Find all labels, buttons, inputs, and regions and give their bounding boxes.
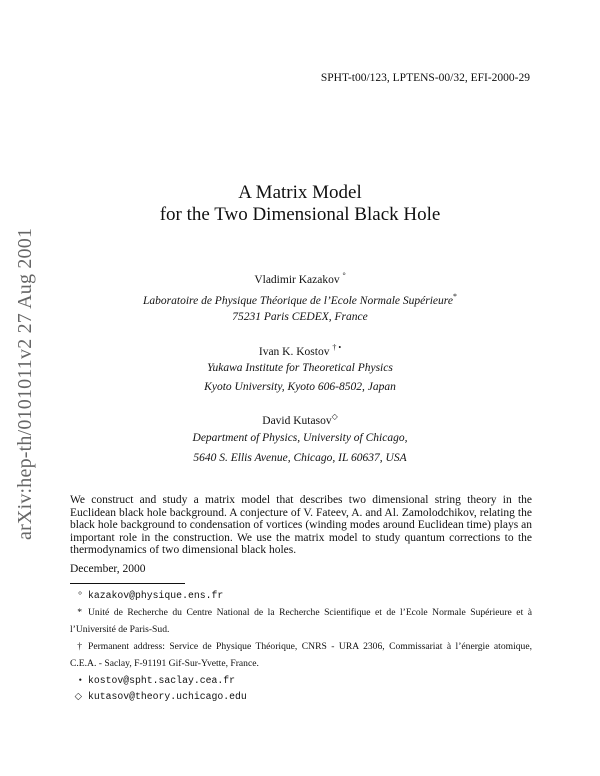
report-number: SPHT-t00/123, LPTENS-00/32, EFI-2000-29 xyxy=(320,72,530,84)
email-link[interactable]: kutasov@theory.uchicago.edu xyxy=(88,691,247,702)
affiliation-text: Laboratoire de Physique Théorique de l’Ecole Normale Supérieure xyxy=(143,294,453,307)
author-mark: ° xyxy=(342,271,346,280)
affiliation-kazakov-1 xyxy=(0,292,600,307)
affiliation-mark: * xyxy=(452,292,457,301)
email-link[interactable]: kazakov@physique.ens.fr xyxy=(88,590,224,601)
footnote-symbol: ◇ xyxy=(74,691,82,702)
author-mark: ◇ xyxy=(331,412,338,421)
title-line-1: A Matrix Model xyxy=(238,182,362,203)
footnote-kostov-email xyxy=(70,672,532,689)
abstract: We construct and study a matrix model that describes two dimensional string theory in the Euclidean black hole background. A conjecture of V. Fateev, A. and Al. Zamolodchikov, relating the black hole background to condensation of vortices (winding modes around Euclidean time) plays an important role in the construction. We use the matrix model to study quantum corrections to the thermodynamics of two dimensional black holes. xyxy=(70,494,532,557)
email-link[interactable]: kostov@spht.saclay.cea.fr xyxy=(88,675,235,686)
author-name: David Kutasov xyxy=(262,414,332,427)
footnote-text: Permanent address: Service de Physique Théorique, CNRS - URA 2306, Commissariat à l’énergie atomique, C.E.A. - Saclay, F-91191 Gif-Sur-Yvette, France. xyxy=(70,641,532,669)
arxiv-stamp-text: arXiv:hep-th/0101011v2 27 Aug 2001 xyxy=(14,227,36,540)
footnote-rule xyxy=(70,583,185,584)
date: December, 2000 xyxy=(70,563,146,575)
author-kutasov xyxy=(0,412,600,427)
footnote-permanent-address xyxy=(70,638,532,672)
footnote-cnrs xyxy=(70,604,532,638)
footnote-symbol: ° xyxy=(78,590,82,601)
author-name: Ivan K. Kostov xyxy=(258,345,330,358)
paper-title xyxy=(0,182,600,226)
footnote-symbol: • xyxy=(78,675,82,686)
author-kazakov xyxy=(0,271,600,286)
affiliation-kazakov-2: 75231 Paris CEDEX, France xyxy=(232,311,368,323)
footnote-kutasov-email xyxy=(70,688,532,705)
author-kostov xyxy=(0,343,600,358)
footnote-symbol: * xyxy=(77,607,82,618)
title-line-2: for the Two Dimensional Black Hole xyxy=(159,204,441,225)
footnote-symbol: † xyxy=(77,641,82,652)
affiliation-kostov-2: Kyoto University, Kyoto 606-8502, Japan xyxy=(204,381,396,393)
footnote-text: Unité de Recherche du Centre National de la Recherche Scientifique et de l’Ecole Normale Supérieure et à l’Université de Paris-Sud. xyxy=(70,607,532,635)
affiliation-kutasov-2: 5640 S. Ellis Avenue, Chicago, IL 60637, USA xyxy=(193,452,407,464)
author-name: Vladimir Kazakov xyxy=(254,273,340,286)
author-mark: † • xyxy=(332,343,342,352)
affiliation-kutasov-1: Department of Physics, University of Chicago, xyxy=(192,432,408,444)
affiliation-kostov-1: Yukawa Institute for Theoretical Physics xyxy=(207,362,393,374)
footnote-kazakov-email xyxy=(70,587,532,604)
